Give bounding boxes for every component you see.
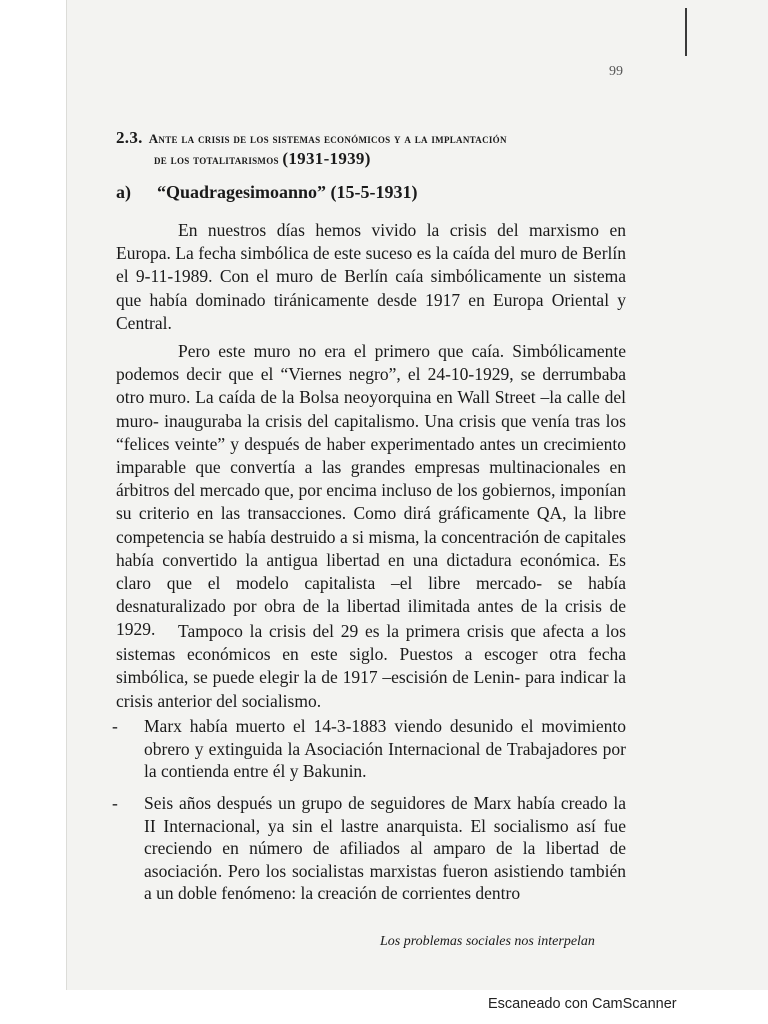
- running-footer: Los problemas sociales nos interpelan: [380, 934, 595, 949]
- subsection-title: “Quadragesimoanno” (15-5-1931): [157, 182, 418, 202]
- paragraph-2: [116, 340, 626, 642]
- scanner-watermark: Escaneado con CamScanner: [488, 996, 677, 1012]
- paragraph-2-text: Pero este muro no era el primero que caía. Simbólicamente podemos decir que el “Viernes negro”, el 24-10-1929, se derrumbaba otro muro. La caída de la Bolsa neoyorquina en Wall Street –la calle del muro- inauguraba la crisis del capitalismo. Una crisis que venía tras los “felices veinte” y después de haber experimentado antes un crecimiento imparable que convertía a las grandes empresas multinacionales en árbitros del mercado que, por encima incluso de los gobiernos, imponían su criterio en las transacciones. Como dirá gráficamente QA, la libre competencia se había destruido a si misma, la concentración de capitales había convertido la antigua libertad en una dictadura económica. Es claro que el modelo capitalista –el libre mercado- se había desnaturalizado por obra de la libertad ilimitada antes de la crisis de 1929.: [116, 341, 626, 640]
- bullet-text-1: Marx había muerto el 14-3-1883 viendo desunido el movimiento obrero y extinguida la Asociación Internacional de Trabajadores por la contienda entre él y Bakunin.: [144, 716, 626, 781]
- bullet-item-2: [112, 792, 626, 905]
- subsection-heading: [116, 182, 418, 203]
- subsection-marker: a): [116, 182, 131, 202]
- section-number: 2.3.: [116, 128, 143, 147]
- section-heading: [116, 128, 636, 170]
- section-title-line2-wrap: [116, 149, 636, 170]
- paragraph-3-text: Tampoco la crisis del 29 es la primera crisis que afecta a los sistemas económicos en este siglo. Puestos a escoger otra fecha simbólica, se puede elegir la de 1917 –escisión de Lenin- para indicar la crisis anterior del socialismo.: [116, 621, 626, 711]
- paragraph-1-text: En nuestros días hemos vivido la crisis del marxismo en Europa. La fecha simbólica de este suceso es la caída del muro de Berlín el 9-11-1989. Con el muro de Berlín caía simbólicamente un sistema que había dominado tiránicamente desde 1917 en Europa Oriental y Central.: [116, 220, 626, 333]
- bullet-dash: -: [112, 716, 118, 736]
- bullet-text-2: Seis años después un grupo de seguidores de Marx había creado la II Internacional, ya sin el lastre anarquista. El socialismo así fue creciendo en número de afiliados al amparo de la libertad de asociación. Pero los socialistas marxistas fueron asistiendo también a un doble fenómeno: la creación de corrientes dentro: [144, 793, 626, 903]
- bullet-item-1: [112, 715, 626, 783]
- paragraph-1: [116, 219, 626, 335]
- section-title-line1: Ante la crisis de los sistemas económicos y a la implantación: [148, 131, 507, 146]
- section-dates: (1931-1939): [282, 149, 371, 168]
- margin-mark: [685, 8, 687, 56]
- bullet-dash: -: [112, 793, 118, 813]
- page-number: 99: [609, 64, 623, 79]
- section-title-line2: de los totalitarismos: [154, 152, 279, 167]
- paragraph-3: [116, 620, 626, 713]
